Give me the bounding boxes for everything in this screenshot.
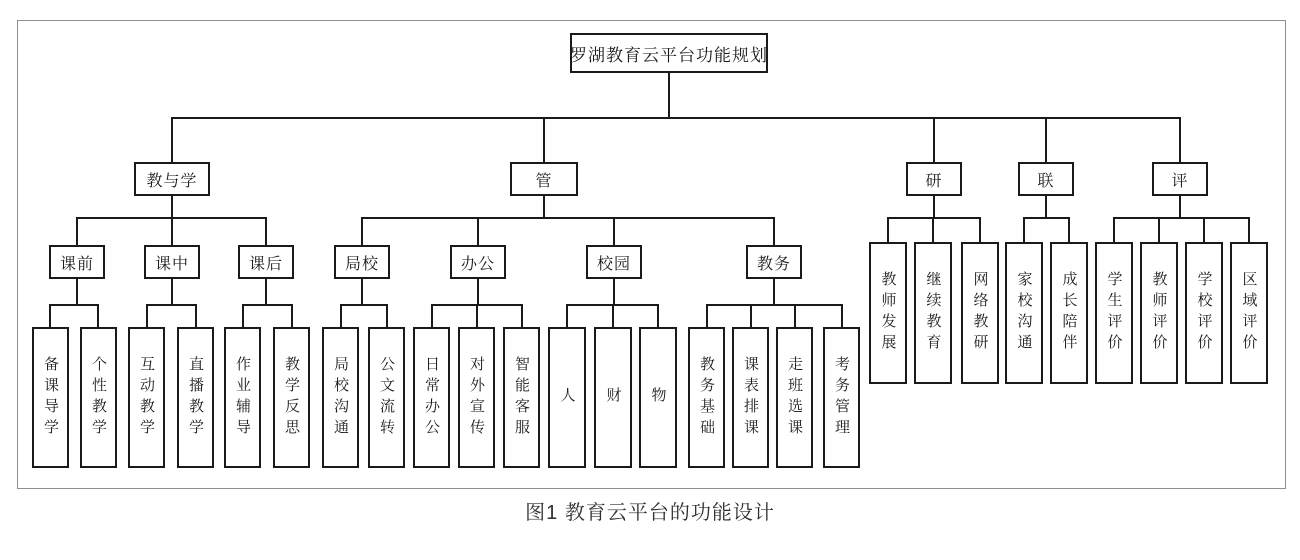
node-in-class: 课中 <box>144 245 200 279</box>
leaf-live-teaching: 直播教学 <box>177 327 214 468</box>
leaf-personalized-teaching: 个性教学 <box>80 327 117 468</box>
leaf-region-evaluation: 区域评价 <box>1230 242 1268 384</box>
leaf-assets: 物 <box>639 327 677 468</box>
node-connect: 联 <box>1018 162 1074 196</box>
leaf-student-evaluation: 学生评价 <box>1095 242 1133 384</box>
leaf-teacher-evaluation: 教师评价 <box>1140 242 1178 384</box>
leaf-academic-basics: 教务基础 <box>688 327 725 468</box>
leaf-daily-office: 日常办公 <box>413 327 450 468</box>
leaf-lesson-prep-guide: 备课导学 <box>32 327 69 468</box>
leaf-smart-service: 智能客服 <box>503 327 540 468</box>
leaf-online-teaching-research: 网络教研 <box>961 242 999 384</box>
leaf-school-evaluation: 学校评价 <box>1185 242 1223 384</box>
node-office: 办公 <box>450 245 506 279</box>
leaf-home-school-comm: 家校沟通 <box>1005 242 1043 384</box>
node-evaluate: 评 <box>1152 162 1208 196</box>
leaf-bureau-school-comm: 局校沟通 <box>322 327 359 468</box>
leaf-external-publicity: 对外宣传 <box>458 327 495 468</box>
node-after-class: 课后 <box>238 245 294 279</box>
leaf-teaching-reflection: 教学反思 <box>273 327 310 468</box>
node-campus: 校园 <box>586 245 642 279</box>
leaf-homework-tutoring: 作业辅导 <box>224 327 261 468</box>
leaf-people: 人 <box>548 327 586 468</box>
leaf-teacher-development: 教师发展 <box>869 242 907 384</box>
node-bureau-school: 局校 <box>334 245 390 279</box>
node-manage: 管 <box>510 162 578 196</box>
leaf-continuing-education: 继续教育 <box>914 242 952 384</box>
node-teach-learn: 教与学 <box>134 162 210 196</box>
leaf-document-flow: 公文流转 <box>368 327 405 468</box>
node-academic-affairs: 教务 <box>746 245 802 279</box>
figure-caption: 图1 教育云平台的功能设计 <box>525 502 775 524</box>
node-research: 研 <box>906 162 962 196</box>
leaf-exam-management: 考务管理 <box>823 327 860 468</box>
leaf-finance: 财 <box>594 327 632 468</box>
node-root: 罗湖教育云平台功能规划 <box>570 33 768 73</box>
leaf-growth-companion: 成长陪伴 <box>1050 242 1088 384</box>
leaf-timetable-scheduling: 课表排课 <box>732 327 769 468</box>
leaf-interactive-teaching: 互动教学 <box>128 327 165 468</box>
leaf-class-selection: 走班选课 <box>776 327 813 468</box>
node-pre-class: 课前 <box>49 245 105 279</box>
